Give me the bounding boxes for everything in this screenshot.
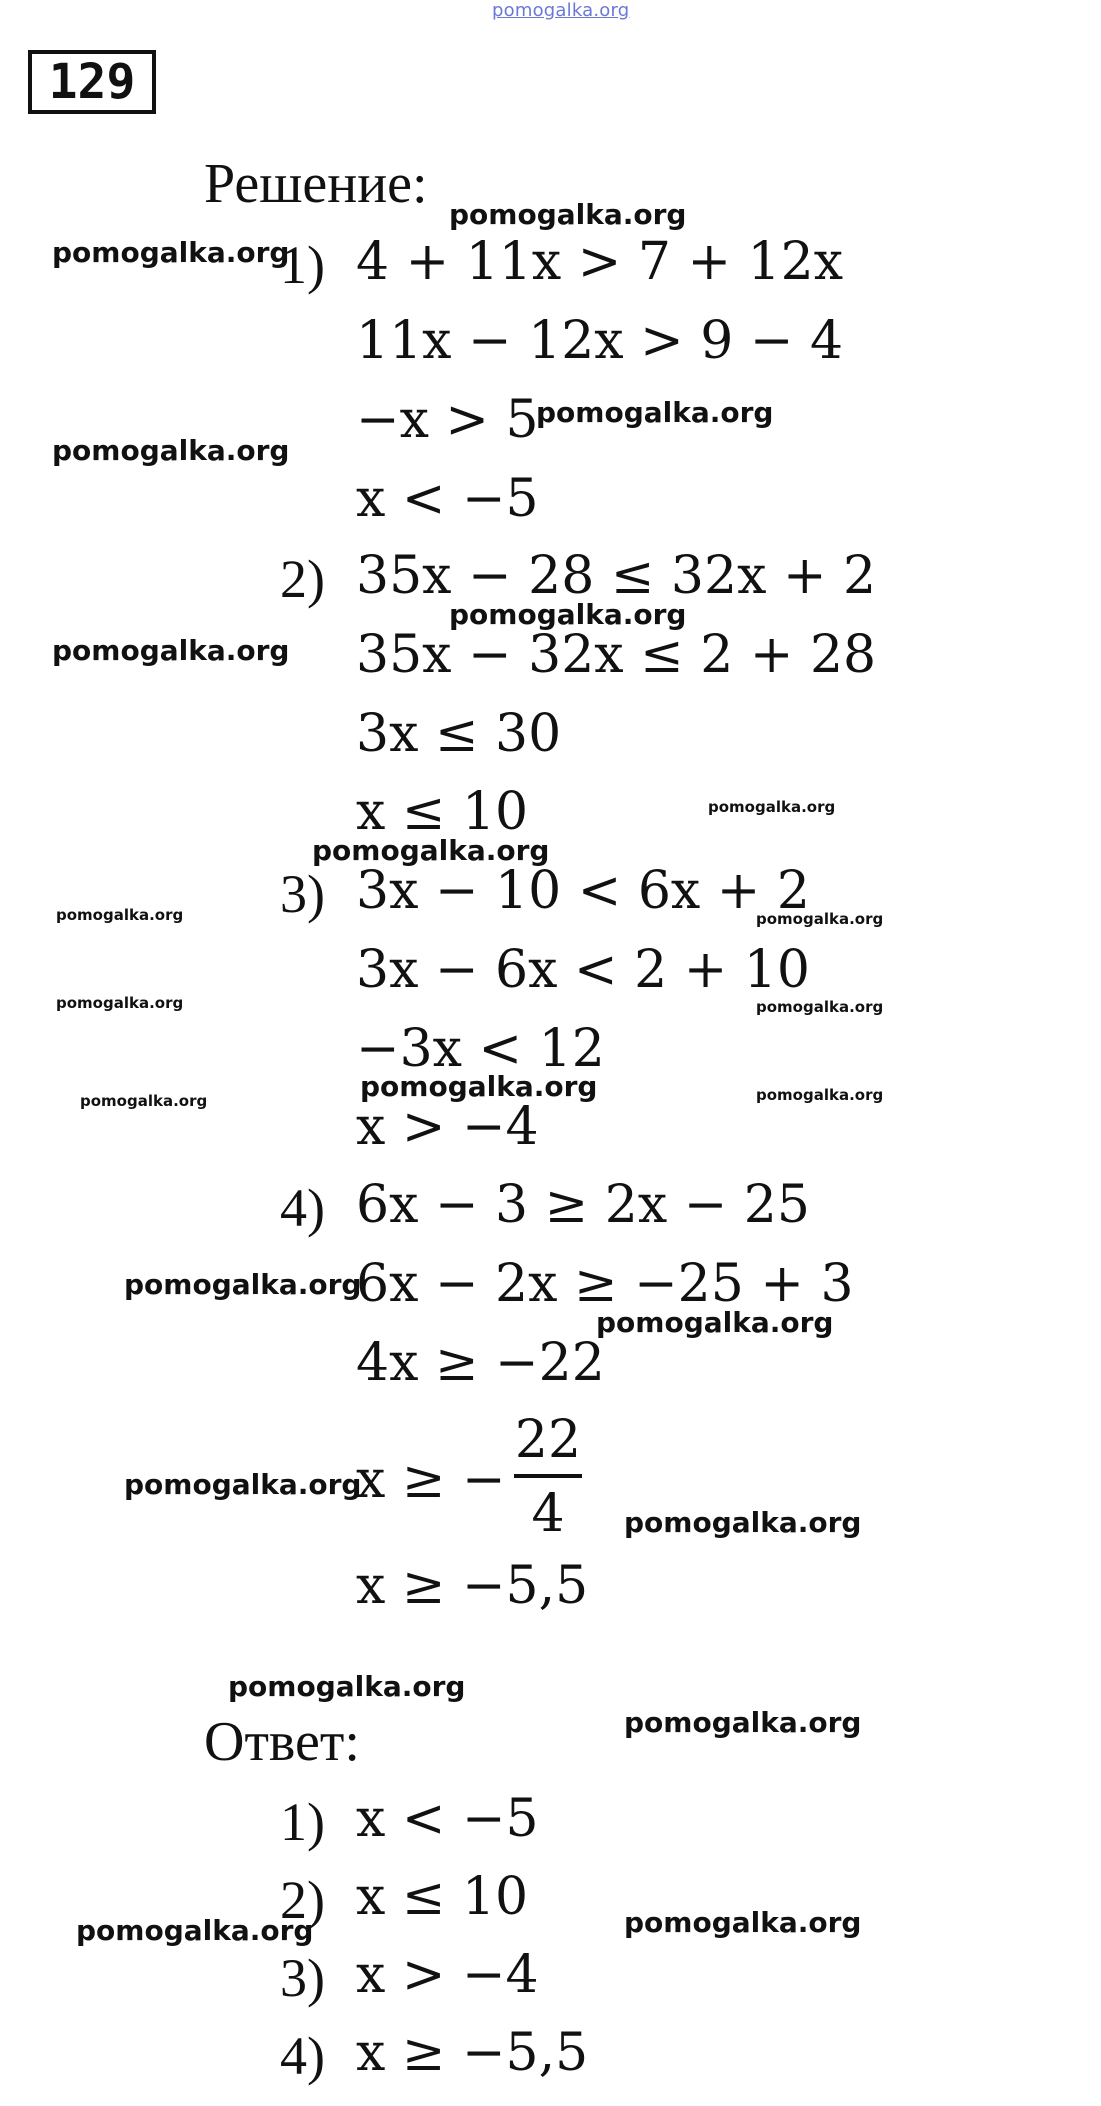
watermark: pomogalka.org <box>124 1468 362 1501</box>
watermark: pomogalka.org <box>708 798 836 816</box>
step-4-label: 4) <box>280 1178 325 1238</box>
watermark: pomogalka.org <box>449 198 687 231</box>
step-4-line-3: 4x ≥ −22 <box>356 1333 605 1393</box>
site-link[interactable]: pomogalka.org <box>492 0 630 21</box>
watermark: pomogalka.org <box>52 434 290 467</box>
watermark: pomogalka.org <box>76 1914 314 1947</box>
fraction-denominator: 4 <box>531 1484 565 1544</box>
watermark: pomogalka.org <box>624 1906 862 1939</box>
solution-heading: Решение: <box>204 153 428 215</box>
step-4-line-2: 6x − 2x ≥ −25 + 3 <box>356 1254 854 1314</box>
step-2-line-2: 35x − 32x ≤ 2 + 28 <box>356 625 877 685</box>
step-4-line-4: x ≥ − <box>356 1450 506 1510</box>
fraction-numerator: 22 <box>514 1410 582 1470</box>
step-1-line-4: x < −5 <box>356 469 539 529</box>
step-1-line-3: −x > 5 <box>356 390 539 450</box>
watermark: pomogalka.org <box>228 1670 466 1703</box>
answer-heading: Ответ: <box>204 1711 360 1773</box>
watermark: pomogalka.org <box>56 994 184 1012</box>
answer-4-value: x ≥ −5,5 <box>356 2023 589 2083</box>
answer-3-label: 3) <box>280 1948 325 2008</box>
watermark: pomogalka.org <box>360 1070 598 1103</box>
step-3-label: 3) <box>280 864 325 924</box>
watermark: pomogalka.org <box>624 1706 862 1739</box>
watermark: pomogalka.org <box>756 998 884 1016</box>
watermark: pomogalka.org <box>56 906 184 924</box>
watermark: pomogalka.org <box>536 396 774 429</box>
watermark: pomogalka.org <box>756 910 884 928</box>
watermark: pomogalka.org <box>756 1086 884 1104</box>
watermark: pomogalka.org <box>52 236 290 269</box>
step-2-line-4: x ≤ 10 <box>356 782 529 842</box>
answer-1-value: x < −5 <box>356 1789 539 1849</box>
watermark: pomogalka.org <box>596 1306 834 1339</box>
step-1-label: 1) <box>280 235 325 295</box>
answer-2-label: 2) <box>280 1870 325 1930</box>
step-4-line-5: x ≥ −5,5 <box>356 1556 589 1616</box>
watermark: pomogalka.org <box>312 834 550 867</box>
step-3-line-4: x > −4 <box>356 1097 539 1157</box>
step-1-line-2: 11x − 12x > 9 − 4 <box>356 311 844 371</box>
step-3-line-3: −3x < 12 <box>356 1019 605 1079</box>
watermark: pomogalka.org <box>124 1268 362 1301</box>
step-3-line-1: 3x − 10 < 6x + 2 <box>356 861 810 921</box>
answer-3-value: x > −4 <box>356 1945 539 2005</box>
answer-2-value: x ≤ 10 <box>356 1867 529 1927</box>
step-4-fraction <box>514 1410 582 1544</box>
step-2-label: 2) <box>280 549 325 609</box>
watermark: pomogalka.org <box>449 598 687 631</box>
answer-1-label: 1) <box>280 1792 325 1852</box>
fraction-bar <box>514 1474 582 1478</box>
watermark: pomogalka.org <box>624 1506 862 1539</box>
watermark: pomogalka.org <box>52 634 290 667</box>
step-3-line-2: 3x − 6x < 2 + 10 <box>356 940 810 1000</box>
step-2-line-1: 35x − 28 ≤ 32x + 2 <box>356 546 877 606</box>
step-2-line-3: 3x ≤ 30 <box>356 704 562 764</box>
watermark: pomogalka.org <box>80 1092 208 1110</box>
step-4-line-1: 6x − 3 ≥ 2x − 25 <box>356 1175 810 1235</box>
step-1-line-1: 4 + 11x > 7 + 12x <box>356 232 844 292</box>
problem-number-box: 129 <box>28 50 156 114</box>
answer-4-label: 4) <box>280 2026 325 2086</box>
